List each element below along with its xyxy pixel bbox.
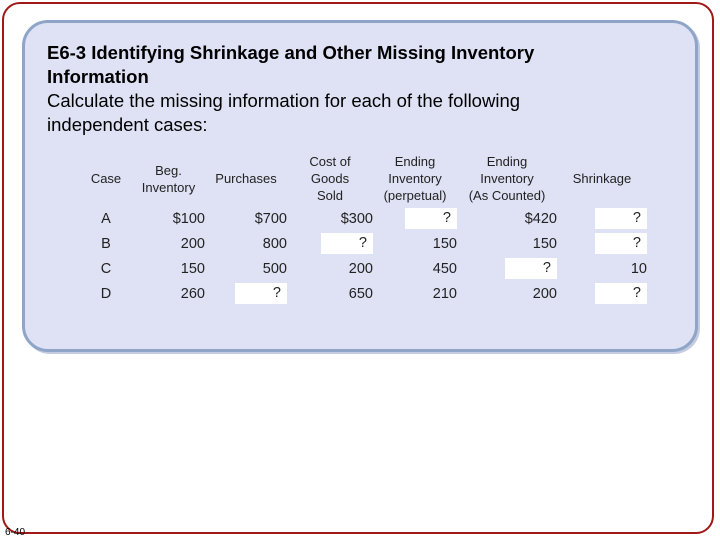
cell-beg: 260: [180, 285, 205, 302]
cell-beg: 150: [180, 260, 205, 277]
cell-purchases: 500: [262, 260, 287, 277]
header-purchases: Purchases: [215, 171, 277, 186]
cell-cogs: 650: [348, 285, 373, 302]
table-row: [80, 281, 647, 306]
table-header-row: [80, 151, 647, 206]
table-row: [80, 206, 647, 231]
header-ending-inventory-counted: Ending Inventory (As Counted): [468, 154, 546, 203]
slide-heading: [47, 41, 667, 137]
cell-case: B: [101, 235, 111, 252]
cell-cogs: $300: [340, 210, 373, 227]
cell-end-counted: $420: [524, 210, 557, 227]
inventory-table: [80, 151, 647, 306]
exercise-title-line-1: E6-3 Identifying Shrinkage and Other Missing Inventory: [47, 42, 535, 63]
header-shrinkage: Shrinkage: [572, 171, 632, 186]
cell-shrinkage: ?: [557, 281, 647, 306]
cell-end-perpetual: ?: [373, 206, 457, 231]
header-ending-inventory-perpetual: Ending Inventory (perpetual): [383, 154, 447, 203]
cell-end-perpetual: 150: [432, 235, 457, 252]
header-cost-of-goods-sold: Cost of Goods Sold: [309, 154, 351, 203]
cell-end-perpetual: 210: [432, 285, 457, 302]
cell-end-counted: 200: [532, 285, 557, 302]
table-row: [80, 231, 647, 256]
cell-beg: $100: [172, 210, 205, 227]
cell-end-counted: 150: [532, 235, 557, 252]
cell-case: D: [100, 285, 112, 302]
header-beg-inventory: Beg. Inventory: [141, 162, 196, 195]
cell-cogs: 200: [348, 260, 373, 277]
header-case: Case: [90, 171, 122, 186]
cell-purchases: $700: [254, 210, 287, 227]
cell-beg: 200: [180, 235, 205, 252]
cell-end-counted: ?: [457, 256, 557, 281]
instructions-line-2: independent cases:: [47, 114, 208, 135]
cell-case: A: [101, 210, 111, 227]
cell-shrinkage: ?: [557, 206, 647, 231]
cell-shrinkage: 10: [630, 260, 647, 277]
cell-case: C: [100, 260, 112, 277]
cell-purchases: 800: [262, 235, 287, 252]
cell-shrinkage: ?: [557, 231, 647, 256]
cell-purchases: ?: [205, 281, 287, 306]
page-number: 6-40: [5, 527, 26, 538]
cell-end-perpetual: 450: [432, 260, 457, 277]
instructions-line-1: Calculate the missing information for each of the following: [47, 90, 521, 111]
exercise-title-line-2: Information: [47, 66, 149, 87]
table-row: [80, 256, 647, 281]
cell-cogs: ?: [287, 231, 373, 256]
